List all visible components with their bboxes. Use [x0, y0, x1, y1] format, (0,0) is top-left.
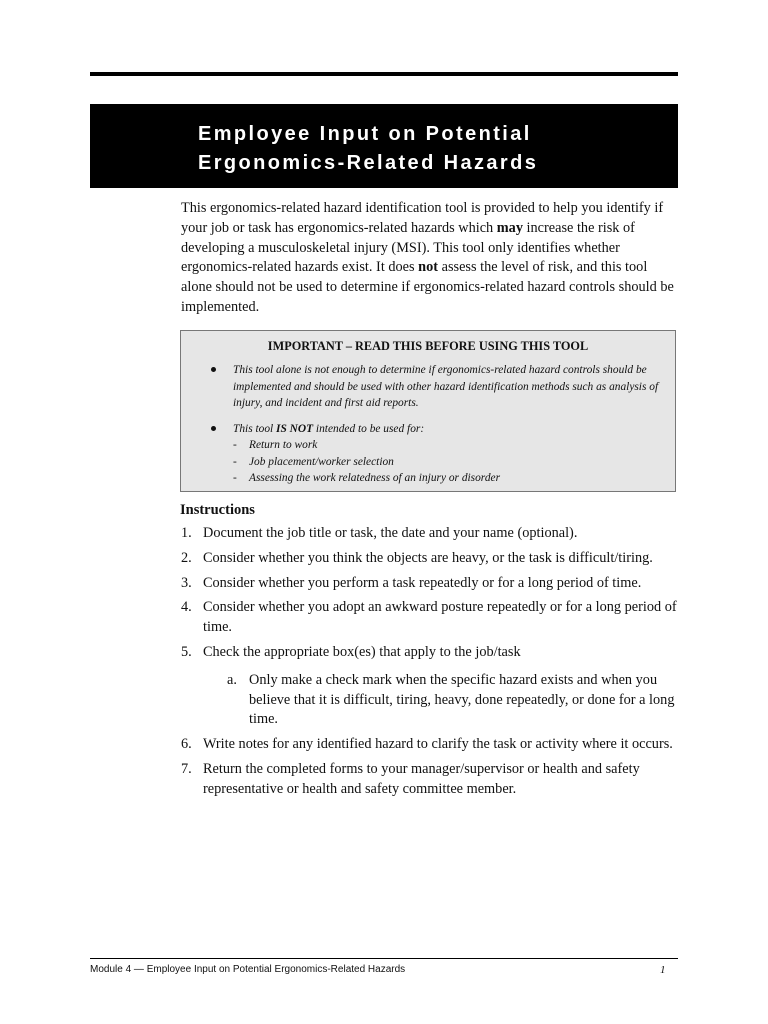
important-notice-box — [180, 330, 676, 492]
important-bullet-2 — [203, 421, 663, 487]
important-bullet-1 — [203, 362, 663, 412]
instruction-step: 1. Document the job title or task, the date and your name (optional). — [181, 525, 578, 541]
instruction-step: 6. Write notes for any identified hazard to clarify the task or activity where it occurs. — [181, 736, 673, 753]
important-bullet-2-bold: IS NOT — [276, 422, 314, 435]
bullet-icon — [211, 426, 216, 431]
page-title — [198, 120, 538, 178]
substep-text: Only make a check mark when the specific hazard exists and when you believe that it is difficult, tiring, heavy, done repeatedly, or done for a long time. — [249, 671, 675, 728]
intro-bold-not: not — [418, 259, 439, 276]
intro-text-1: This ergonomics-related hazard identification tool is provided to help you identify if your job or task has ergonomics-related hazards which — [181, 200, 664, 236]
instruction-step-text: Consider whether you think the objects are heavy, or the task is difficult/tiring. — [203, 549, 653, 566]
sub-item-text: Assessing the work relatedness of an injury or disorder — [249, 472, 501, 484]
intro-bold-may: may — [496, 219, 523, 236]
important-heading: IMPORTANT – READ THIS BEFORE USING THIS TOOL — [267, 339, 589, 353]
important-bullet-2-text-post: intended to be used for: — [313, 422, 425, 435]
sub-item-text: Return to work — [249, 439, 318, 451]
instruction-step-text: Check the appropriate box(es) that apply to the job/task — [203, 643, 521, 660]
intro-text-2: increase the risk of developing a musculoskeletal injury (MSI). This tool only identifies whether ergonomics-related hazards exist. It does — [181, 219, 635, 276]
instructions-heading: Instructions — [180, 502, 255, 518]
instruction-step-text: Document the job title or task, the date and your name (optional). — [203, 525, 578, 541]
sub-item: - Return to work — [233, 439, 318, 451]
important-bullet-1-text: This tool alone is not enough to determine if ergonomics-related hazard controls should be implemented and should be used with other hazard identification methods such as analysis of injury, and incident and first aid reports. — [233, 364, 659, 409]
substep-letter: a. — [227, 671, 237, 688]
instruction-step: 7. Return the completed forms to your manager/supervisor or health and safety representative or health and safety committee member. — [181, 760, 640, 797]
sub-item-text: Job placement/worker selection — [249, 455, 394, 468]
instruction-step-text: Write notes for any identified hazard to clarify the task or activity where it occurs. — [203, 736, 673, 753]
title-line-2: Ergonomics-Related Hazards — [198, 152, 539, 174]
instruction-step-text: Consider whether you perform a task repeatedly or for a long period of time. — [203, 574, 642, 591]
intro-paragraph — [181, 199, 681, 318]
instruction-step: 4. Consider whether you adopt an awkward posture repeatedly or for a long period of time. — [181, 599, 677, 636]
footer-rule — [90, 958, 678, 959]
instruction-substep — [203, 671, 681, 730]
intro-text-3: assess the level of risk, and this tool alone should not be used to determine if ergonomics-related hazard controls should be implemented. — [181, 259, 674, 315]
title-banner — [90, 104, 678, 188]
important-sub-list — [233, 437, 663, 487]
instruction-step: 5. Check the appropriate box(es) that apply to the job/task a. Only make a check mark when the specific hazard exists and when you believe that it is difficult, tiring, heavy, done repeatedly, or done for a long time. — [181, 643, 681, 730]
title-line-1: Employee Input on Potential — [198, 123, 532, 145]
instruction-step: 2. Consider whether you think the objects are heavy, or the task is difficult/tiring. — [181, 549, 653, 566]
page-number: 1 — [660, 964, 666, 976]
instruction-step: 3. Consider whether you perform a task repeatedly or for a long period of time. — [181, 574, 642, 591]
footer-text: Module 4 — Employee Input on Potential Ergonomics-Related Hazards — [90, 964, 406, 975]
important-list — [203, 362, 663, 487]
important-bullet-2-text-pre: This tool — [233, 422, 277, 435]
instruction-step-text: Return the completed forms to your manager/supervisor or health and safety representative or health and safety committee member. — [203, 760, 640, 797]
top-rule — [90, 72, 678, 76]
instruction-step-text: Consider whether you adopt an awkward posture repeatedly or for a long period of time. — [203, 599, 677, 636]
sub-item: - Assessing the work relatedness of an injury or disorder — [233, 472, 501, 484]
instructions-list — [181, 524, 681, 805]
bullet-icon — [211, 367, 216, 372]
sub-item: - Job placement/worker selection — [233, 455, 394, 468]
